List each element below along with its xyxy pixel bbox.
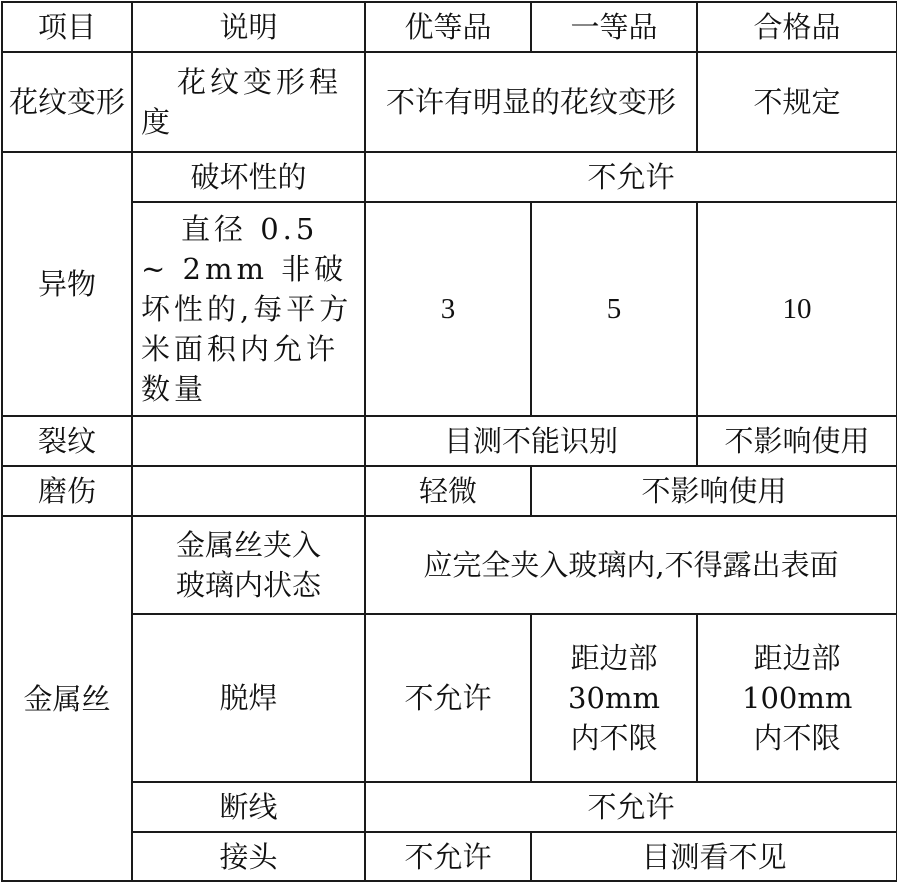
- weld-first-value: 距边部30mm内不限: [531, 614, 697, 782]
- item-foreign-matter: 异物: [2, 152, 132, 416]
- desc-abrasion: [132, 466, 365, 516]
- pattern-qualified-value: 不规定: [697, 52, 897, 152]
- header-row: [2, 2, 897, 52]
- glass-quality-table: [1, 1, 897, 882]
- desc-crack: [132, 416, 365, 466]
- pattern-premium-first-value: 不许有明显的花纹变形: [365, 52, 697, 152]
- header-qualified: 合格品: [697, 2, 897, 52]
- table-row: [2, 416, 897, 466]
- item-pattern-deformation: 花纹变形: [2, 52, 132, 152]
- desc-destructive: 破坏性的: [132, 152, 365, 202]
- foreign-premium-value: 3: [365, 202, 531, 416]
- header-first-grade: 一等品: [531, 2, 697, 52]
- table-row: [2, 52, 897, 152]
- table-row: [2, 832, 897, 881]
- item-crack: 裂纹: [2, 416, 132, 466]
- desc-wire-state: 金属丝夹入玻璃内状态: [132, 516, 365, 614]
- table-row: [2, 466, 897, 516]
- abrasion-premium-value: 轻微: [365, 466, 531, 516]
- table-row: [2, 202, 897, 416]
- header-premium: 优等品: [365, 2, 531, 52]
- destructive-value: 不允许: [365, 152, 897, 202]
- desc-nondestructive: 直径 0.5 ~ 2mm 非破坏性的,每平方米面积内允许数量: [132, 202, 365, 416]
- abrasion-first-qualified-value: 不影响使用: [531, 466, 897, 516]
- foreign-qualified-value: 10: [697, 202, 897, 416]
- desc-weld-off: 脱焊: [132, 614, 365, 782]
- desc-broken-wire: 断线: [132, 782, 365, 832]
- crack-qualified-value: 不影响使用: [697, 416, 897, 466]
- header-description: 说明: [132, 2, 365, 52]
- desc-pattern-deformation: 花纹变形程度: [132, 52, 365, 152]
- crack-premium-first-value: 目测不能识别: [365, 416, 697, 466]
- joint-premium-value: 不允许: [365, 832, 531, 881]
- table-row: [2, 516, 897, 614]
- broken-wire-value: 不允许: [365, 782, 897, 832]
- joint-first-qualified-value: 目测看不见: [531, 832, 897, 881]
- table-row: [2, 152, 897, 202]
- wire-state-value: 应完全夹入玻璃内,不得露出表面: [365, 516, 897, 614]
- table-row: [2, 782, 897, 832]
- item-metal-wire: 金属丝: [2, 516, 132, 881]
- desc-joint: 接头: [132, 832, 365, 881]
- header-item: 项目: [2, 2, 132, 52]
- weld-premium-value: 不允许: [365, 614, 531, 782]
- item-abrasion: 磨伤: [2, 466, 132, 516]
- weld-qualified-value: 距边部100mm内不限: [697, 614, 897, 782]
- table-row: [2, 614, 897, 782]
- foreign-first-value: 5: [531, 202, 697, 416]
